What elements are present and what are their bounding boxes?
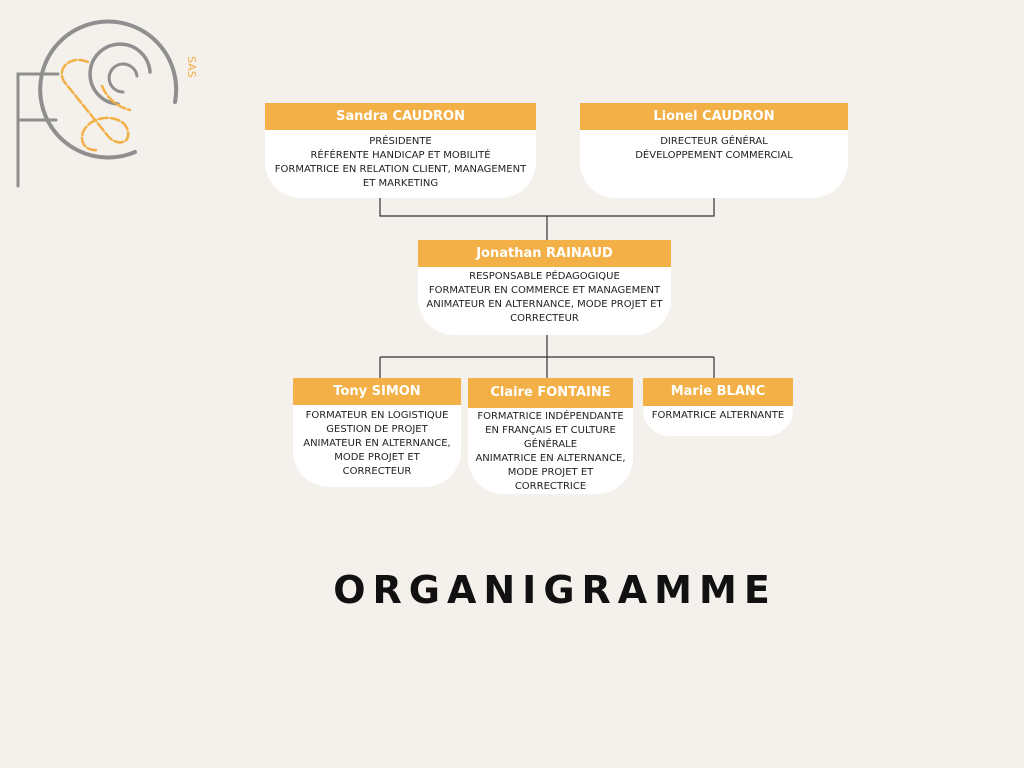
card-role: FORMATEUR EN COMMERCE ET MANAGEMENT <box>428 285 661 296</box>
card-role: DÉVELOPPEMENT COMMERCIAL <box>635 150 793 161</box>
card-name: Sandra CAUDRON <box>265 103 536 130</box>
card-name: Jonathan RAINAUD <box>418 240 671 267</box>
card-roles <box>580 130 848 163</box>
org-card-claire-fontaine <box>468 378 633 494</box>
card-roles <box>265 130 536 191</box>
card-roles <box>468 408 633 494</box>
card-role: GESTION DE PROJET <box>326 424 428 435</box>
org-card-jonathan-rainaud <box>418 240 671 335</box>
card-role: FORMATRICE ALTERNANTE <box>651 410 785 421</box>
page-title: ORGANIGRAMME <box>333 568 777 612</box>
card-role: DIRECTEUR GÉNÉRAL <box>660 136 768 147</box>
card-role: FORMATRICE INDÉPENDANTE EN FRANÇAIS ET CULTURE GÉNÉRALE <box>477 411 624 450</box>
card-role: FORMATEUR EN LOGISTIQUE <box>305 410 449 421</box>
card-roles <box>418 267 671 326</box>
org-card-marie-blanc <box>643 378 793 436</box>
org-card-lionel-caudron <box>580 103 848 198</box>
card-role: ANIMATRICE EN ALTERNANCE, MODE PROJET ET CORRECTRICE <box>475 453 626 492</box>
card-roles <box>293 405 461 479</box>
org-card-tony-simon <box>293 378 461 487</box>
card-role: RESPONSABLE PÉDAGOGIQUE <box>469 271 620 282</box>
card-name: Tony SIMON <box>293 378 461 405</box>
card-role: FORMATRICE EN RELATION CLIENT, MANAGEMENT ET MARKETING <box>274 164 527 189</box>
org-card-sandra-caudron <box>265 103 536 198</box>
logo-sas-text: SAS <box>185 56 198 78</box>
card-name: Claire FONTAINE <box>468 378 633 408</box>
card-roles <box>643 406 793 423</box>
card-name: Marie BLANC <box>643 378 793 406</box>
card-name: Lionel CAUDRON <box>580 103 848 130</box>
card-role: RÉFÉRENTE HANDICAP ET MOBILITÉ <box>310 150 491 161</box>
card-role: ANIMATEUR EN ALTERNANCE, MODE PROJET ET CORRECTEUR <box>303 438 451 477</box>
card-role: ANIMATEUR EN ALTERNANCE, MODE PROJET ET CORRECTEUR <box>426 299 663 324</box>
card-role: PRÉSIDENTE <box>369 136 432 147</box>
